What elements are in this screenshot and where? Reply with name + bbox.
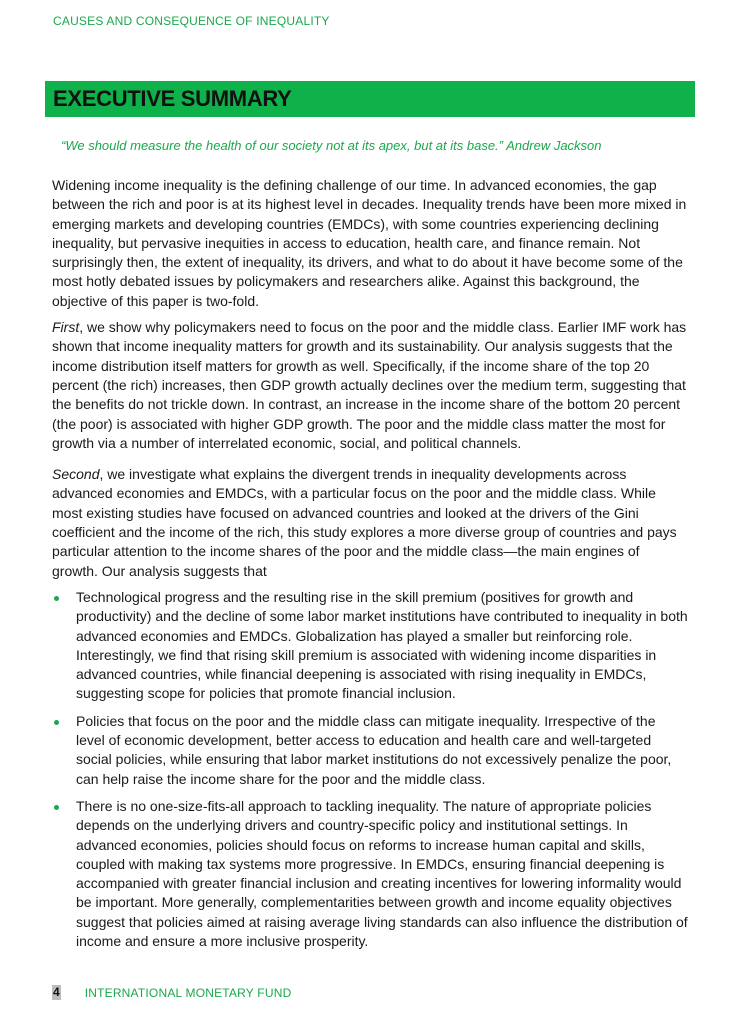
section-title: EXECUTIVE SUMMARY [53, 86, 292, 111]
epigraph-quote: “We should measure the health of our society not at its apex, but at its base.” Andrew Jackson [61, 138, 602, 153]
findings-list [52, 588, 688, 951]
section-banner [45, 81, 695, 117]
list-item-text: There is no one-size-fits-all approach to tackling inequality. The nature of appropriate policies depends on the underlying drivers and country-specific policy and institutional settings. In advanced economies, policies should focus on reforms to increase human capital and skills, coupled with making tax systems more progressive. In EMDCs, ensuring financial deepening is accompanied with greater financial inclusion and creating incentives for lowering informality would be important. More generally, complementarities between growth and income equality objectives suggest that policies aimed at raising average living standards can also influence the distribution of income and ensure a more inclusive prosperity. [76, 797, 688, 949]
paragraph-intro: Widening income inequality is the defining challenge of our time. In advanced economies, the gap between the rich and poor is at its highest level in decades. Inequality trends have been more mixed in emerging markets and developing countries (EMDCs), with some countries experiencing declining inequality, but pervasive inequities in access to education, health care, and finance remain. Not surprisingly then, the extent of inequality, its drivers, and what to do about it have become some of the most hotly debated issues by policymakers and researchers alike. Against this background, the objective of this paper is two-fold. [52, 177, 687, 309]
paragraph-first-text: , we show why policymakers need to focus on the poor and the middle class. Earlier IMF work has shown that income inequality matters for growth and its sustainability. Our analysis suggests that the income distribution itself matters for growth as well. Specifically, if the income share of the top 20 percent (the rich) increases, then GDP growth actually declines over the medium term, suggesting that the benefits do not trickle down. In contrast, an increase in the income share of the bottom 20 percent (the poor) is associated with higher GDP growth. The poor and the middle class matter the most for growth via a number of interrelated economic, social, and political channels. [52, 319, 687, 451]
running-header: CAUSES AND CONSEQUENCE OF INEQUALITY [53, 14, 330, 28]
body-text [52, 176, 688, 959]
paragraph-first-lead: First [52, 319, 80, 336]
bullet-icon [54, 805, 59, 810]
bullet-icon [54, 596, 59, 601]
list-item-text: Policies that focus on the poor and the middle class can mitigate inequality. Irrespective of the level of economic development, better access to education and health care and well-targeted social policies, while ensuring that labor market institutions do not excessively penalize the poor, can help raise the income share for the poor and the middle class. [76, 712, 672, 787]
paragraph-second [52, 465, 688, 581]
paragraph-second-text: , we investigate what explains the divergent trends in inequality developments across advanced economies and EMDCs, with a particular focus on the poor and the middle class. While most existing studies have focused on advanced countries and looked at the drivers of the Gini coefficient and the income of the rich, this study explores a more diverse group of countries and pays particular attention to the income shares of the poor and the middle class—the main engines of growth. Our analysis suggests that [52, 466, 677, 579]
paragraph-first [52, 318, 688, 453]
list-item [52, 588, 688, 704]
page-number: 4 [53, 985, 60, 999]
list-item-text: Technological progress and the resulting rise in the skill premium (positives for growth and productivity) and the decline of some labor market institutions have contributed to inequality in both advanced economies and EMDCs. Globalization has played a smaller but reinforcing role. Interestingly, we find that rising skill premium is associated with widening income disparities in advanced countries, while financial deepening is associated with rising inequality in EMDCs, suggesting scope for policies that promote financial inclusion. [76, 588, 688, 702]
footer-organization: INTERNATIONAL MONETARY FUND [84, 985, 292, 1000]
list-item [52, 797, 688, 951]
paragraph-second-lead: Second [52, 466, 100, 483]
list-item [52, 712, 688, 789]
bullet-icon [54, 720, 59, 725]
page-footer [52, 985, 291, 1000]
